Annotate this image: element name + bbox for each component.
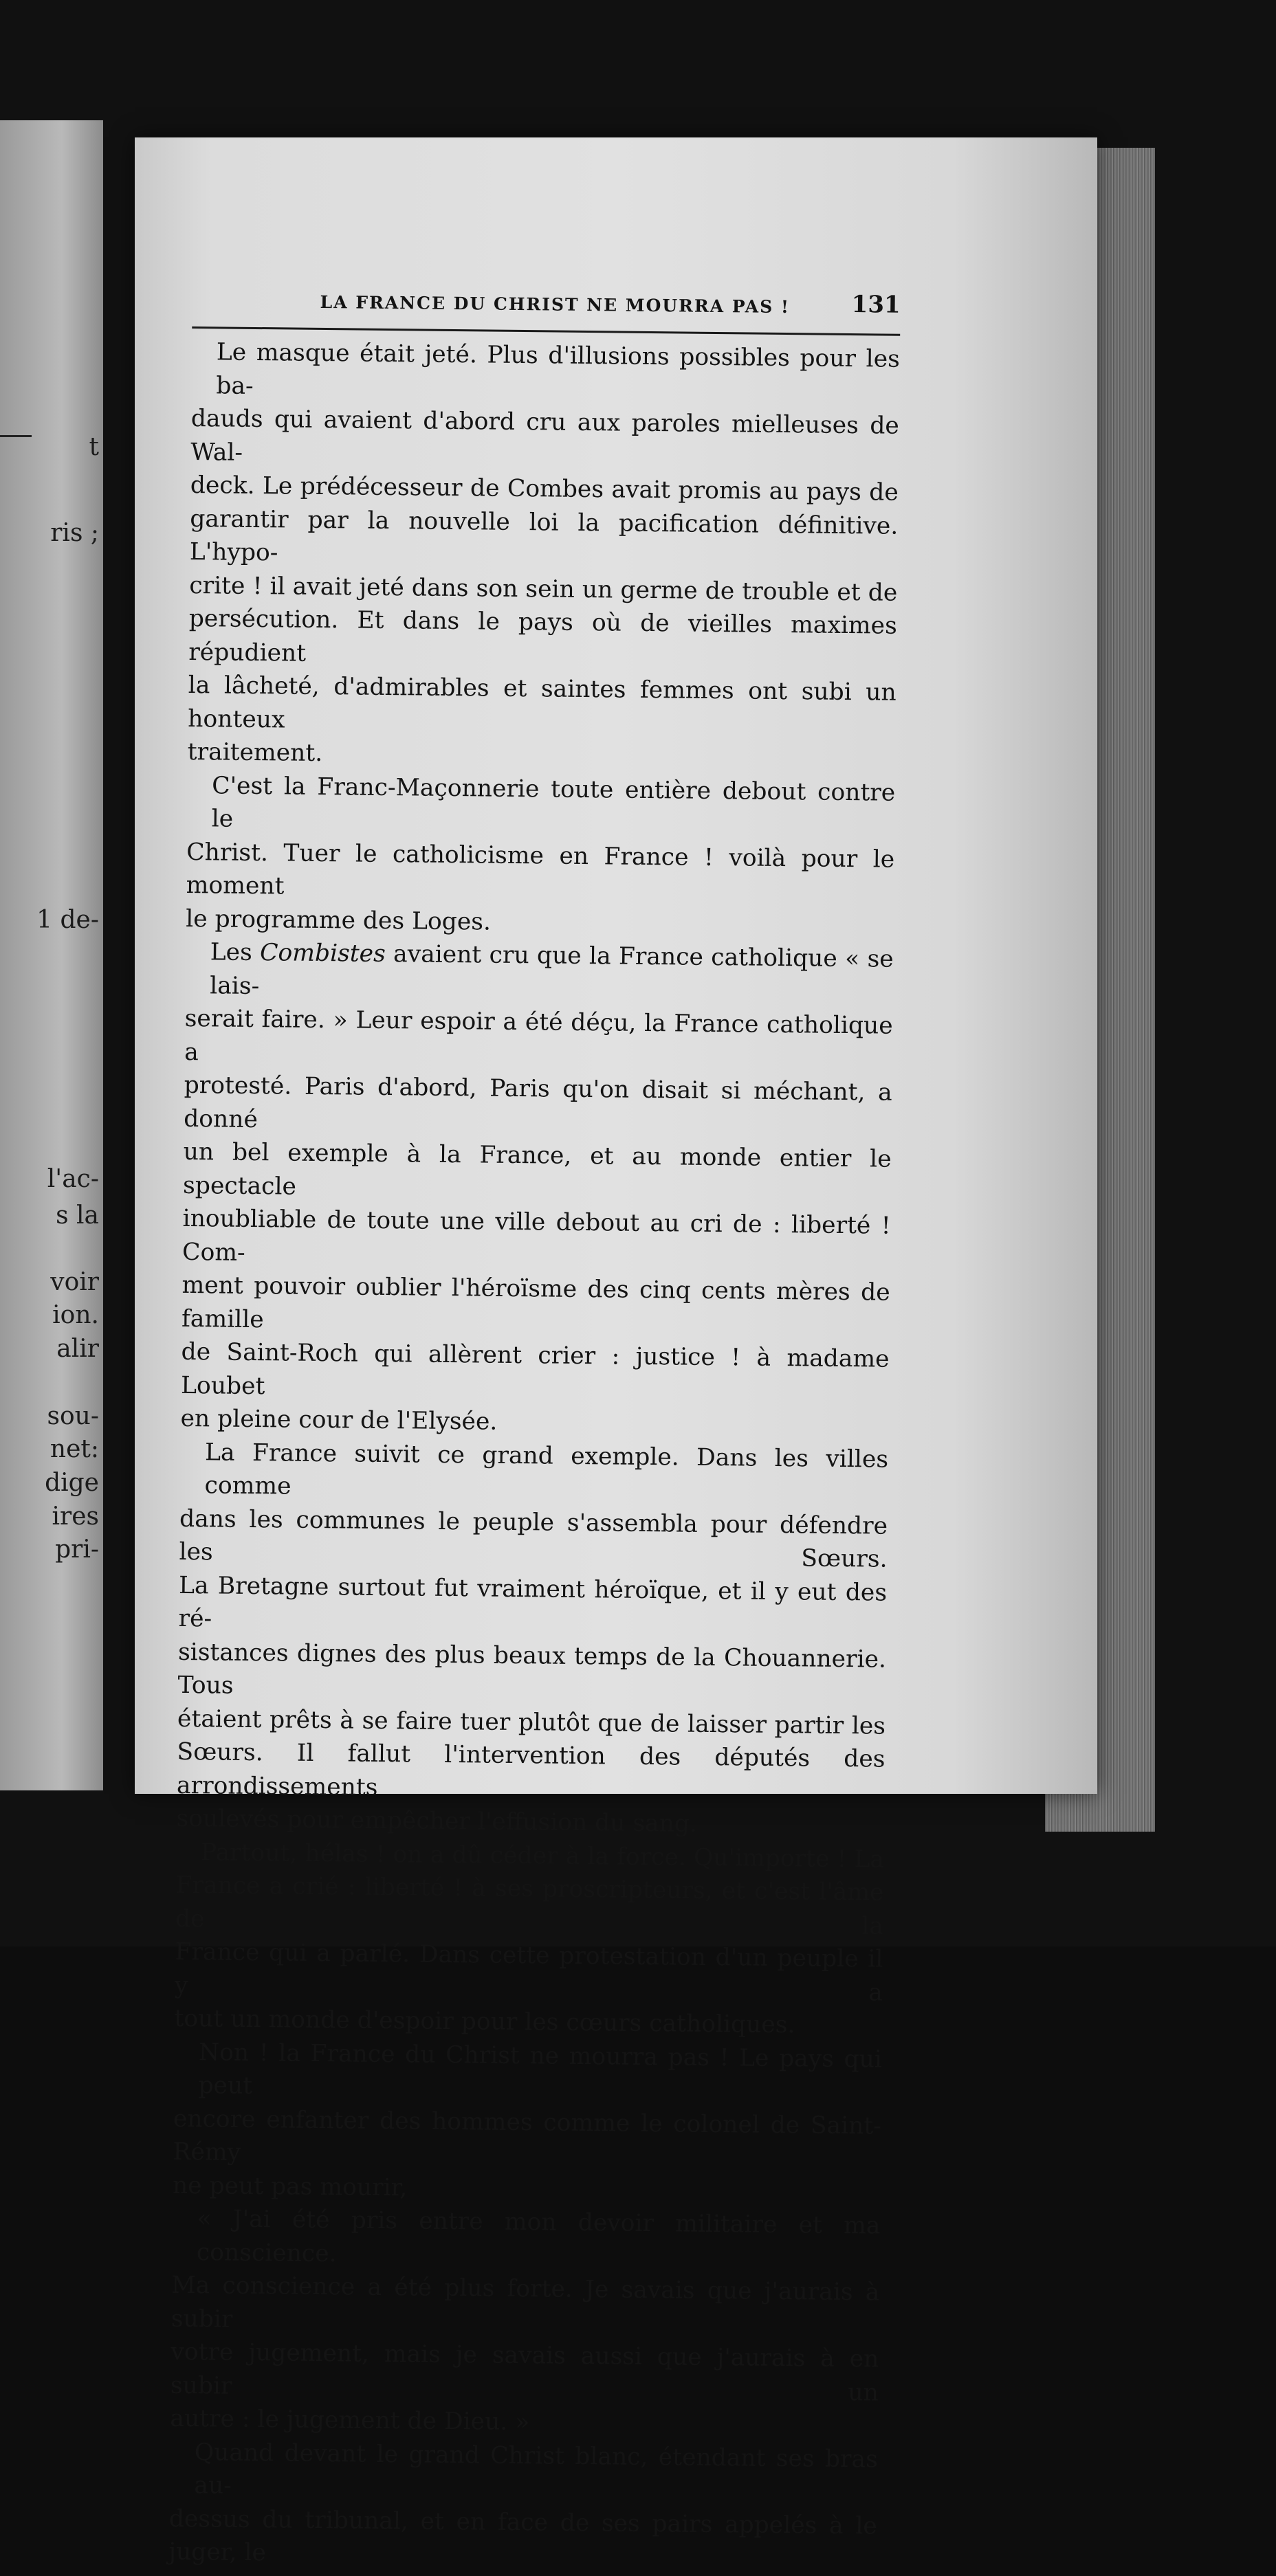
text-line: dessus du tribunal, et en face de ses pairs appelés à le juger, le bbox=[168, 2505, 878, 2567]
text-line: de Saint-Roch qui allèrent crier : justice ! à madame Loubet bbox=[180, 1337, 890, 1400]
text-line: dans les communes le peuple s'assembla pour défendre les Sœurs. bbox=[179, 1504, 888, 1573]
text-line: Non ! la France du Christ ne mourra pas ! Le pays qui peut bbox=[198, 2038, 883, 2100]
page-header bbox=[192, 278, 901, 336]
left-page-fragment: pri- bbox=[55, 1535, 99, 1564]
text-line: La France suivit ce grand exemple. Dans les villes comme bbox=[204, 1438, 889, 1500]
paragraph bbox=[174, 1835, 884, 2043]
left-page-fragment: t bbox=[89, 433, 99, 461]
text-line: le programme des Loges. bbox=[186, 904, 492, 936]
body-text bbox=[168, 335, 900, 2576]
text-line: étaient prêts à se faire tuer plutôt que de laisser partir les bbox=[177, 1705, 886, 1740]
text-line: garantir par la nouvelle loi la pacification définitive. L'hypo- bbox=[189, 504, 899, 567]
text-line: en pleine cour de l'Elysée. bbox=[180, 1404, 498, 1436]
left-page-fragment: ires bbox=[52, 1502, 99, 1531]
paragraph bbox=[188, 335, 901, 776]
text-line: dauds qui avaient d'abord cru aux paroles mielleuses de Wal- bbox=[190, 404, 900, 467]
page-number: 131 bbox=[851, 291, 901, 319]
text-line: Quand devant le grand Christ blanc, étendant ses bras au- bbox=[194, 2438, 879, 2500]
text-line: deck. Le prédécesseur de Combes avait promis au pays de bbox=[190, 471, 899, 507]
text-line: crite ! il avait jeté dans son sein un germe de trouble et de bbox=[189, 571, 898, 607]
left-page-fragment: voir bbox=[50, 1268, 99, 1296]
left-page-fragment: dige bbox=[45, 1469, 99, 1497]
text-line: inoubliable de toute une ville debout au cri de : liberté ! Com- bbox=[182, 1204, 891, 1267]
left-page-fragment: net: bbox=[50, 1435, 99, 1463]
text-line: autre : le jugement de Dieu. » bbox=[170, 2404, 530, 2436]
text-line: Les Combistes avaient cru que la France catholique « se lais- bbox=[210, 938, 894, 1000]
text-line: protesté. Paris d'abord, Paris qu'on disait si méchant, a donné bbox=[183, 1071, 892, 1133]
text-line: C'est la Franc-Maçonnerie toute entière debout contre le bbox=[211, 771, 896, 833]
text-line: traitement. bbox=[187, 737, 323, 768]
text-line: « J'ai été pris entre mon devoir militaire et ma conscience. bbox=[196, 2205, 881, 2267]
text-line: serait faire. » Leur espoir a été déçu, la France catholique a bbox=[184, 1004, 893, 1066]
paragraph bbox=[168, 2435, 878, 2576]
left-page-fragment: 1 de- bbox=[36, 906, 99, 934]
text-line: ne peut pas mourir, bbox=[172, 2171, 408, 2201]
paragraph bbox=[180, 935, 894, 1443]
left-facing-page bbox=[0, 120, 103, 1790]
text-line: Christ. Tuer le catholicisme en France ! voilà pour le moment bbox=[186, 838, 895, 900]
text-line: Partout, hélas ! on a dû céder à la force. Qu'importe ! La bbox=[200, 1838, 885, 1874]
text-line: la lâcheté, d'admirables et saintes femmes ont subi un honteux bbox=[188, 671, 896, 733]
text-line: soulevés pour empêcher l'effusion du sang. bbox=[176, 1804, 698, 1838]
text-line: persécution. Et dans le pays où de vieilles maximes répudient bbox=[188, 604, 897, 667]
text-line: encore enfanter des hommes comme le colonel de Saint-Rémy bbox=[173, 2105, 882, 2166]
left-page-rule bbox=[0, 435, 32, 437]
text-line: votre jugement, mais je savais aussi que j'aurais à en subir un bbox=[170, 2338, 879, 2407]
paragraph bbox=[186, 768, 895, 942]
left-page-fragment: ion. bbox=[52, 1301, 99, 1329]
text-line: ment pouvoir oublier l'héroïsme des cinq cents mères de famille bbox=[181, 1271, 890, 1333]
left-page-fragment: sou- bbox=[47, 1402, 99, 1430]
text-line: France a crié : liberté ! à ses proscripteurs, et c'est l'âme de la bbox=[175, 1871, 884, 1940]
text-line: Le masque était jeté. Plus d'illusions possibles pour les ba- bbox=[216, 338, 901, 400]
text-line: tout un monde d'espoir pour les cœurs catholiques. bbox=[174, 2004, 795, 2039]
text-line: La Bretagne surtout fut vraiment héroïque, et il y eut des ré- bbox=[178, 1571, 888, 1633]
running-head: LA FRANCE DU CHRIST NE MOURRA PAS ! bbox=[320, 291, 791, 318]
left-page-fragment: s la bbox=[56, 1201, 99, 1230]
paragraph bbox=[170, 2202, 880, 2443]
text-line: Sœurs. Il fallut l'intervention des députés des arrondissements bbox=[176, 1737, 886, 1801]
paragraph bbox=[176, 1435, 888, 1843]
text-line: sistances dignes des plus beaux temps de la Chouannerie. Tous bbox=[177, 1638, 887, 1700]
text-line: Ma conscience a été plus forte. Je savais que j'aurais à subir bbox=[170, 2271, 880, 2333]
paragraph bbox=[173, 2035, 882, 2209]
left-page-fragment: l'ac- bbox=[47, 1165, 99, 1193]
left-page-fragment: ris ; bbox=[50, 519, 99, 547]
italic-word: Combistes bbox=[259, 939, 386, 968]
text-line: France qui a parlé. Dans cette protestation d'un peuple il y a bbox=[174, 1937, 883, 2007]
text-line: un bel exemple à la France, et au monde entier le spectacle bbox=[182, 1137, 892, 1201]
left-page-fragment: alir bbox=[56, 1335, 99, 1363]
page-text-block bbox=[168, 278, 901, 2576]
